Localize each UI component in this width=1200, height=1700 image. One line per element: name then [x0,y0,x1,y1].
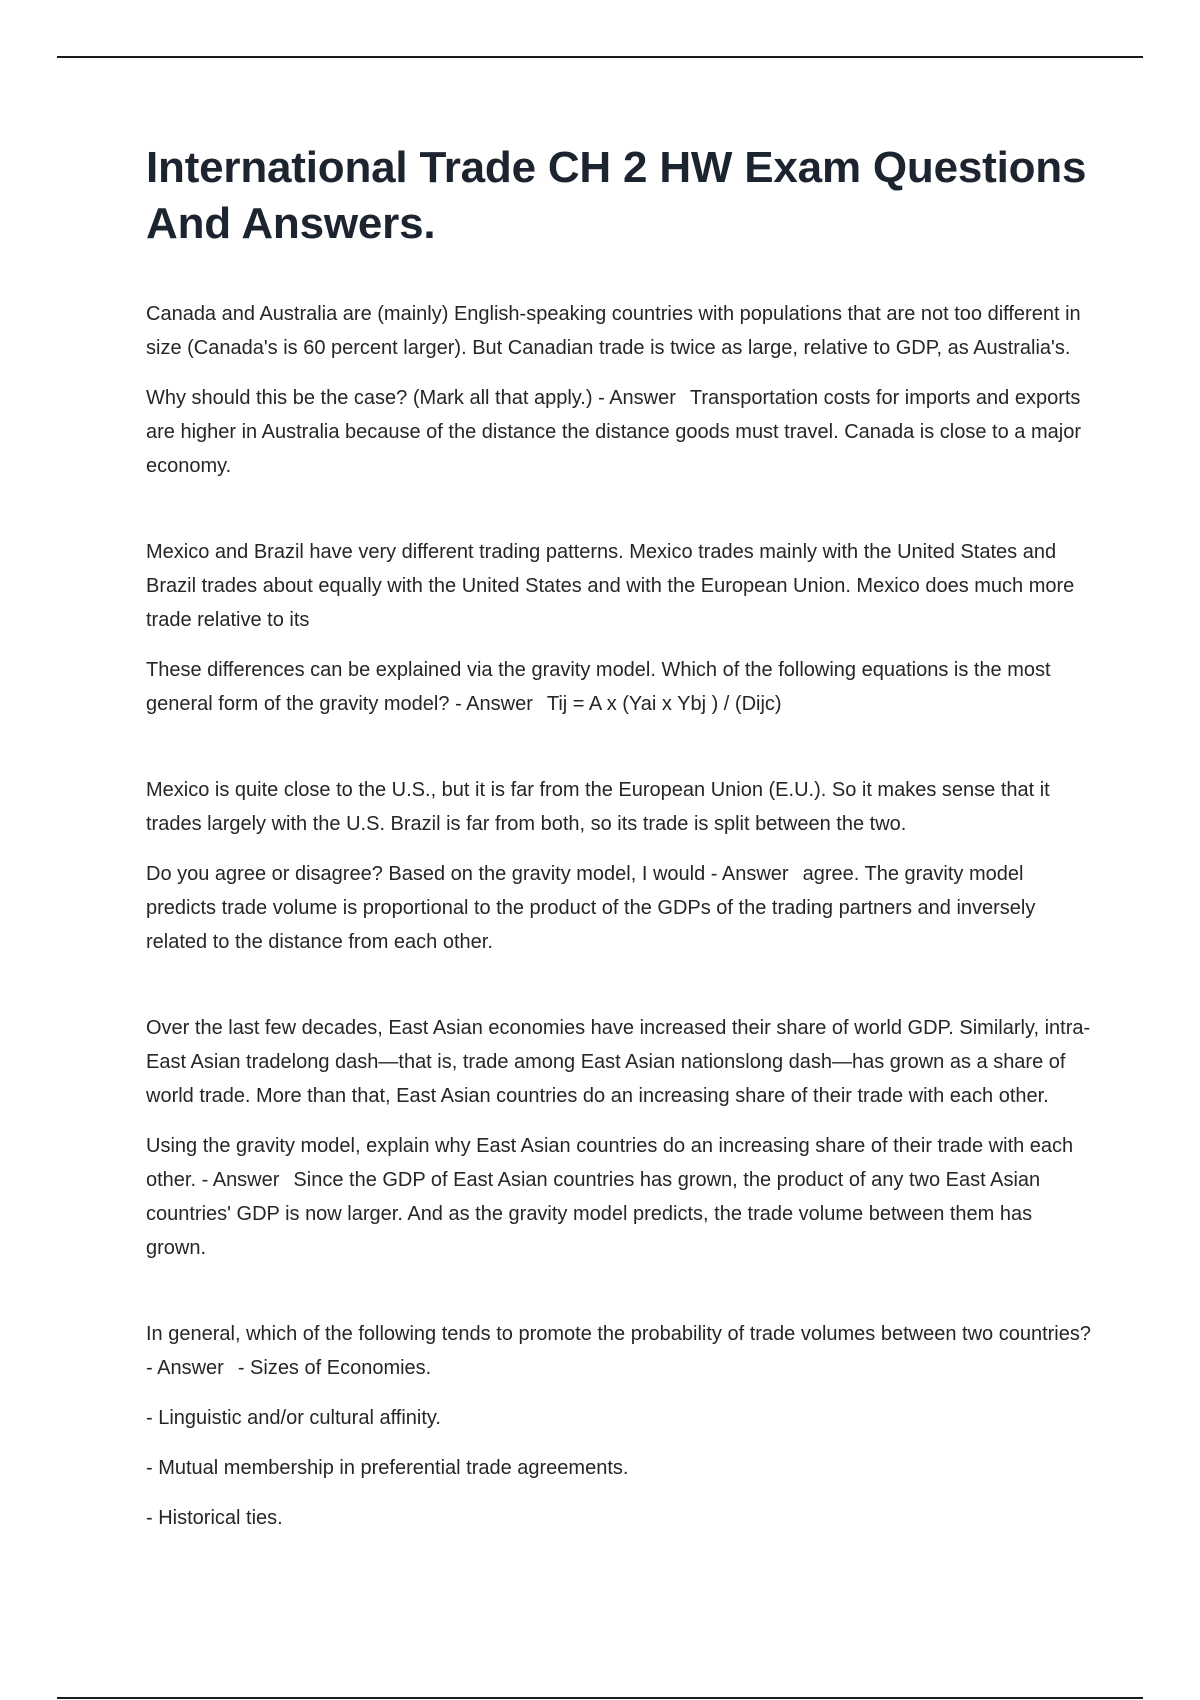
answer-label: - Answer [201,1169,280,1191]
answer-text: Transportation costs for imports and exports are higher in Australia because of the distance the distance goods must travel. Canada is close to a major economy. [146,387,1081,477]
answer-text: - Sizes of Economies. [237,1357,432,1379]
question-context: Mexico and Brazil have very different trading patterns. Mexico trades mainly with the United States and Brazil trades about equally with the United States and with the European Union. Mexico does much more trade relative to its [146,541,1075,631]
qa-item [146,1317,1091,1535]
answer-continuation: - Linguistic and/or cultural affinity. [146,1407,441,1429]
question-context: Mexico is quite close to the U.S., but it is far from the European Union (E.U.). So it makes sense that it trades largely with the U.S. Brazil is far from both, so its trade is split between the two. [146,779,1050,835]
answer-label: - Answer [455,693,533,715]
top-divider [57,56,1143,58]
question-with-answer [146,1129,1091,1265]
qa-list [146,297,1091,1535]
answer-text: Since the GDP of East Asian countries has grown, the product of any two East Asian countries' GDP is now larger. And as the gravity model predicts, the trade volume between them has grown. [146,1169,1041,1259]
answer-label: - Answer [598,387,676,409]
question-text: Using the gravity model, explain why East Asian countries do an increasing share of their trade with each other. [146,1135,1074,1191]
question-with-answer [146,857,1091,959]
question-with-answer [146,653,1091,721]
qa-item [146,535,1091,721]
answer-label: - Answer [710,863,789,885]
qa-item [146,773,1091,959]
document-title: International Trade CH 2 HW Exam Questions And Answers. [146,143,1087,248]
answer-label: - Answer [146,1357,224,1379]
answer-continuation: - Historical ties. [146,1507,283,1529]
question-text: Why should this be the case? (Mark all that apply.) [146,387,593,409]
answer-continuation: - Mutual membership in preferential trade agreements. [146,1457,629,1479]
question-context: Over the last few decades, East Asian economies have increased their share of world GDP. Similarly, intra-East Asian tradelong dash—that is, trade among East Asian nationslong dash—has grown as a share of world trade. More than that, East Asian countries do an increasing share of their trade with each other. [146,1017,1091,1107]
answer-text: Tij = A x (Yai x Ybj ) / (Dijc) [546,693,782,715]
qa-item [146,297,1091,483]
question-with-answer [146,1317,1091,1385]
bottom-divider [57,1697,1143,1699]
qa-item [146,1011,1091,1265]
question-with-answer [146,381,1091,483]
document-body [146,140,1091,1587]
question-text: In general, which of the following tends to promote the probability of trade volumes between two countries? [146,1323,1091,1345]
question-text: These differences can be explained via the gravity model. Which of the following equations is the most general form of the gravity model? [146,659,1051,715]
question-context: Canada and Australia are (mainly) English-speaking countries with populations that are not too different in size (Canada's is 60 percent larger). But Canadian trade is twice as large, relative to GDP, as Australia's. [146,303,1081,359]
answer-text: agree. The gravity model predicts trade volume is proportional to the product of the GDPs of the trading partners and inversely related to the distance from each other. [146,863,1036,953]
question-text: Do you agree or disagree? Based on the gravity model, I would [146,863,706,885]
